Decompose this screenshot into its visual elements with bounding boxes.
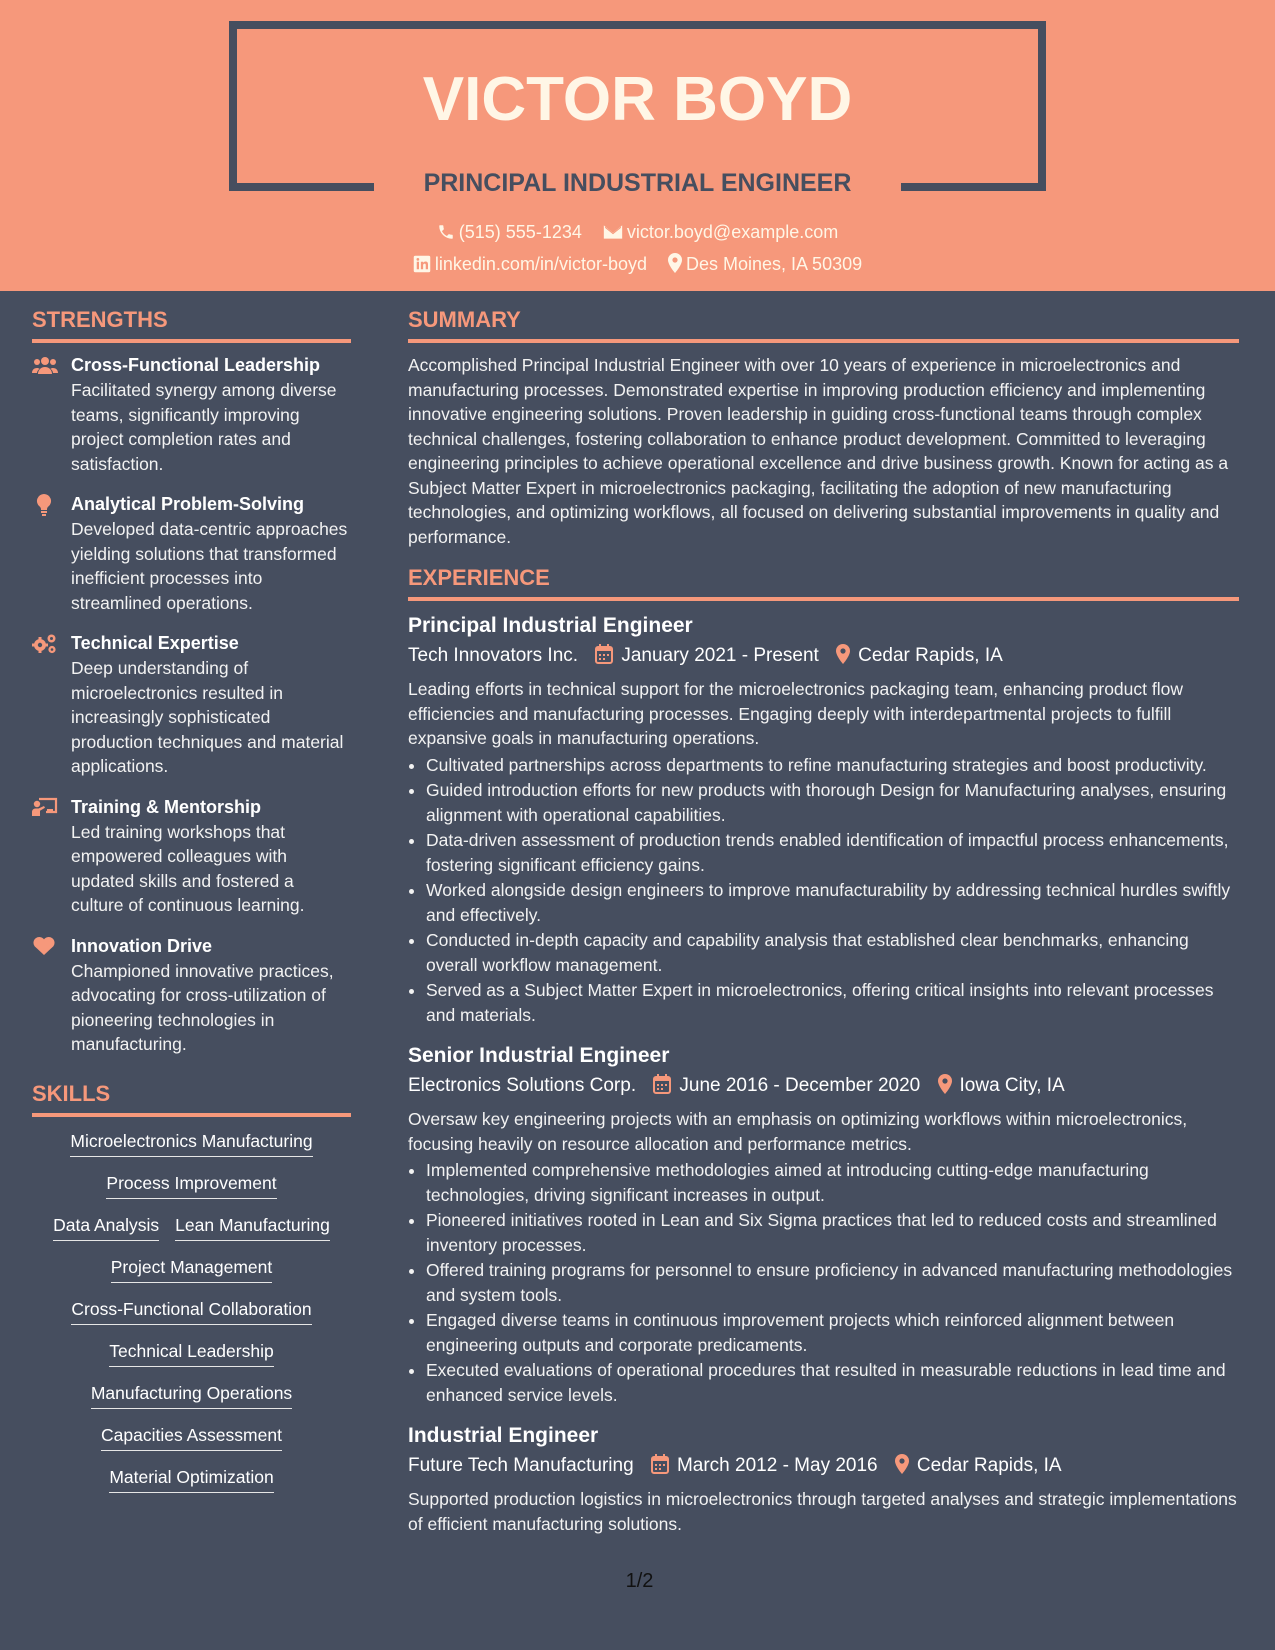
skill-tag: Manufacturing Operations [91, 1381, 292, 1409]
strength-desc: Championed innovative practices, advocating for cross-utilization of pioneering technologies in manufacturing. [71, 960, 334, 1054]
job-location: Cedar Rapids, IA [916, 1455, 1062, 1476]
strength-desc: Deep understanding of microelectronics resulted in increasingly sophisticated production techniques and material applications. [71, 658, 344, 776]
map-marker-icon [938, 1074, 952, 1094]
job-title: Principal Industrial Engineer [408, 614, 693, 637]
job-company: Electronics Solutions Corp. [408, 1075, 637, 1096]
calendar-icon [653, 1074, 671, 1094]
job-bullet: • Worked alongside design engineers to improve manufacturability by addressing technical hurdles swiftly and effectively. [426, 878, 1239, 927]
location-contact [668, 254, 862, 274]
linkedin-icon [413, 255, 431, 273]
map-marker-icon [895, 1454, 909, 1474]
email-contact[interactable] [603, 222, 838, 242]
strength-title: Innovation Drive [71, 935, 213, 956]
strength-item [32, 353, 351, 476]
strength-desc: Developed data-centric approaches yielding solutions that transformed inefficient processes into streamlined operations. [71, 519, 348, 613]
strengths-heading: STRENGTHS [32, 305, 351, 343]
skill-tag: Material Optimization [109, 1465, 273, 1493]
location-text: Des Moines, IA 50309 [686, 254, 863, 274]
skill-tag: Cross-Functional Collaboration [71, 1297, 311, 1325]
job-bullets [408, 753, 1239, 1028]
chalkboard-teacher-icon [32, 797, 58, 817]
candidate-title: PRINCIPAL INDUSTRIAL ENGINEER [423, 169, 852, 197]
skill-tag: Data Analysis [53, 1213, 159, 1241]
job-bullets [408, 1158, 1239, 1407]
job-location: Cedar Rapids, IA [858, 645, 1003, 666]
envelope-icon [603, 223, 623, 241]
job-bullet: • Conducted in-depth capacity and capability analysis that established clear benchmarks, enhancing overall workflow management. [426, 928, 1239, 977]
phone-text: (515) 555-1234 [458, 222, 582, 242]
skill-tag: Project Management [111, 1255, 272, 1283]
job-dates: June 2016 - December 2020 [679, 1075, 921, 1096]
job-desc: Supported production logistics in microelectronics through targeted analyses and strategic implementations of efficient manufacturing solutions. [408, 1489, 1237, 1534]
skill-tag: Capacities Assessment [101, 1423, 282, 1451]
strength-item [32, 631, 351, 779]
right-column [408, 305, 1239, 1536]
strength-item [32, 492, 351, 615]
job-bullet: • Cultivated partnerships across departments to refine manufacturing strategies and boost productivity. [426, 753, 1239, 778]
phone-icon [437, 223, 455, 241]
skills-list [32, 1129, 351, 1493]
job-bullet: • Engaged diverse teams in continuous improvement projects which reinforced alignment between engineering outputs and corporate predicaments. [426, 1308, 1239, 1357]
job-entry [408, 1041, 1239, 1407]
lightbulb-icon [32, 494, 58, 516]
strength-title: Training & Mentorship [71, 796, 262, 817]
email-text: victor.boyd@example.com [626, 222, 839, 242]
phone-contact[interactable] [437, 222, 587, 242]
cogs-icon [32, 633, 58, 655]
strength-title: Technical Expertise [71, 633, 239, 653]
skill-tag: Technical Leadership [109, 1339, 273, 1367]
job-company: Future Tech Manufacturing [408, 1455, 634, 1476]
strength-item [32, 934, 351, 1057]
job-bullet: • Executed evaluations of operational procedures that resulted in measurable reductions in lead time and enhanced service levels. [426, 1358, 1239, 1407]
job-bullet: • Data-driven assessment of production trends enabled identification of impactful process enhancements, fostering significant efficiency gains. [426, 828, 1239, 877]
skill-tag: Lean Manufacturing [175, 1213, 330, 1241]
job-desc: Oversaw key engineering projects with an emphasis on optimizing workflows within microelectronics, focusing heavily on resource allocation and performance metrics. [408, 1109, 1188, 1154]
job-bullet: • Pioneered initiatives rooted in Lean and Six Sigma practices that led to reduced costs and streamlined inventory processes. [426, 1208, 1239, 1257]
job-title: Industrial Engineer [408, 1424, 599, 1447]
job-entry [408, 611, 1239, 1027]
calendar-icon [651, 1454, 669, 1474]
summary-text: Accomplished Principal Industrial Engineer with over 10 years of experience in microelectronics and manufacturing processes. Demonstrated expertise in improving production efficiency and implementing innovative engineering solutions. Proven leadership in guiding cross-functional teams through complex technical challenges, fostering collaboration to enhance product development. Committed to leveraging engineering principles to achieve operational excellence and drive business growth. Known for acting as a Subject Matter Expert in microelectronics packaging, facilitating the adoption of new manufacturing technologies, and optimizing workflows, all focused on delivering substantial improvements in quality and performance. [408, 355, 1229, 547]
job-desc: Leading efforts in technical support for the microelectronics packaging team, enhancing product flow efficiencies and manufacturing processes. Engaging deeply with interdepartmental projects to fulfill expansive goals in manufacturing operations. [408, 679, 1183, 748]
job-entry [408, 1421, 1239, 1536]
skill-tag: Process Improvement [106, 1171, 276, 1199]
strength-title: Cross-Functional Leadership [71, 355, 321, 375]
job-title: Senior Industrial Engineer [408, 1044, 670, 1067]
contact-row-2 [0, 251, 1275, 277]
job-location: Iowa City, IA [959, 1075, 1065, 1096]
job-bullet: • Served as a Subject Matter Expert in microelectronics, offering critical insights into relevant processes and materials. [426, 978, 1239, 1027]
job-dates: January 2021 - Present [621, 645, 819, 666]
linkedin-contact[interactable] [413, 254, 652, 274]
map-marker-icon [836, 644, 850, 664]
strength-title: Analytical Problem-Solving [71, 494, 305, 514]
heart-icon [32, 936, 56, 956]
job-meta [408, 1071, 1239, 1101]
job-meta [408, 641, 1239, 671]
skills-heading: SKILLS [32, 1079, 351, 1117]
job-bullet: • Offered training programs for personnel to ensure proficiency in advanced manufacturing methodologies and system tools. [426, 1258, 1239, 1307]
left-column [32, 305, 351, 1507]
header-banner [0, 0, 1275, 291]
skill-tag: Microelectronics Manufacturing [70, 1129, 312, 1157]
strength-desc: Facilitated synergy among diverse teams, significantly improving project completion rates and satisfaction. [71, 380, 337, 474]
job-meta [408, 1451, 1239, 1481]
map-marker-icon [668, 253, 682, 273]
page-number: 1/2 [625, 1570, 654, 1592]
job-bullet: • Guided introduction efforts for new products with thorough Design for Manufacturing analyses, ensuring alignment with operational capabilities. [426, 778, 1239, 827]
summary-heading: SUMMARY [408, 305, 1239, 343]
strength-item [32, 795, 351, 918]
linkedin-text: linkedin.com/in/victor-boyd [434, 254, 647, 274]
users-icon [32, 355, 58, 375]
calendar-icon [595, 644, 613, 664]
job-company: Tech Innovators Inc. [408, 645, 579, 666]
job-bullet: • Implemented comprehensive methodologies aimed at introducing cutting-edge manufacturing technologies, driving significant increases in output. [426, 1158, 1239, 1207]
candidate-name: VICTOR BOYD [422, 65, 853, 134]
job-dates: March 2012 - May 2016 [676, 1455, 878, 1476]
contact-row-1 [0, 219, 1275, 245]
strength-desc: Led training workshops that empowered colleagues with updated skills and fostered a culture of continuous learning. [71, 821, 305, 915]
experience-heading: EXPERIENCE [408, 563, 1239, 601]
